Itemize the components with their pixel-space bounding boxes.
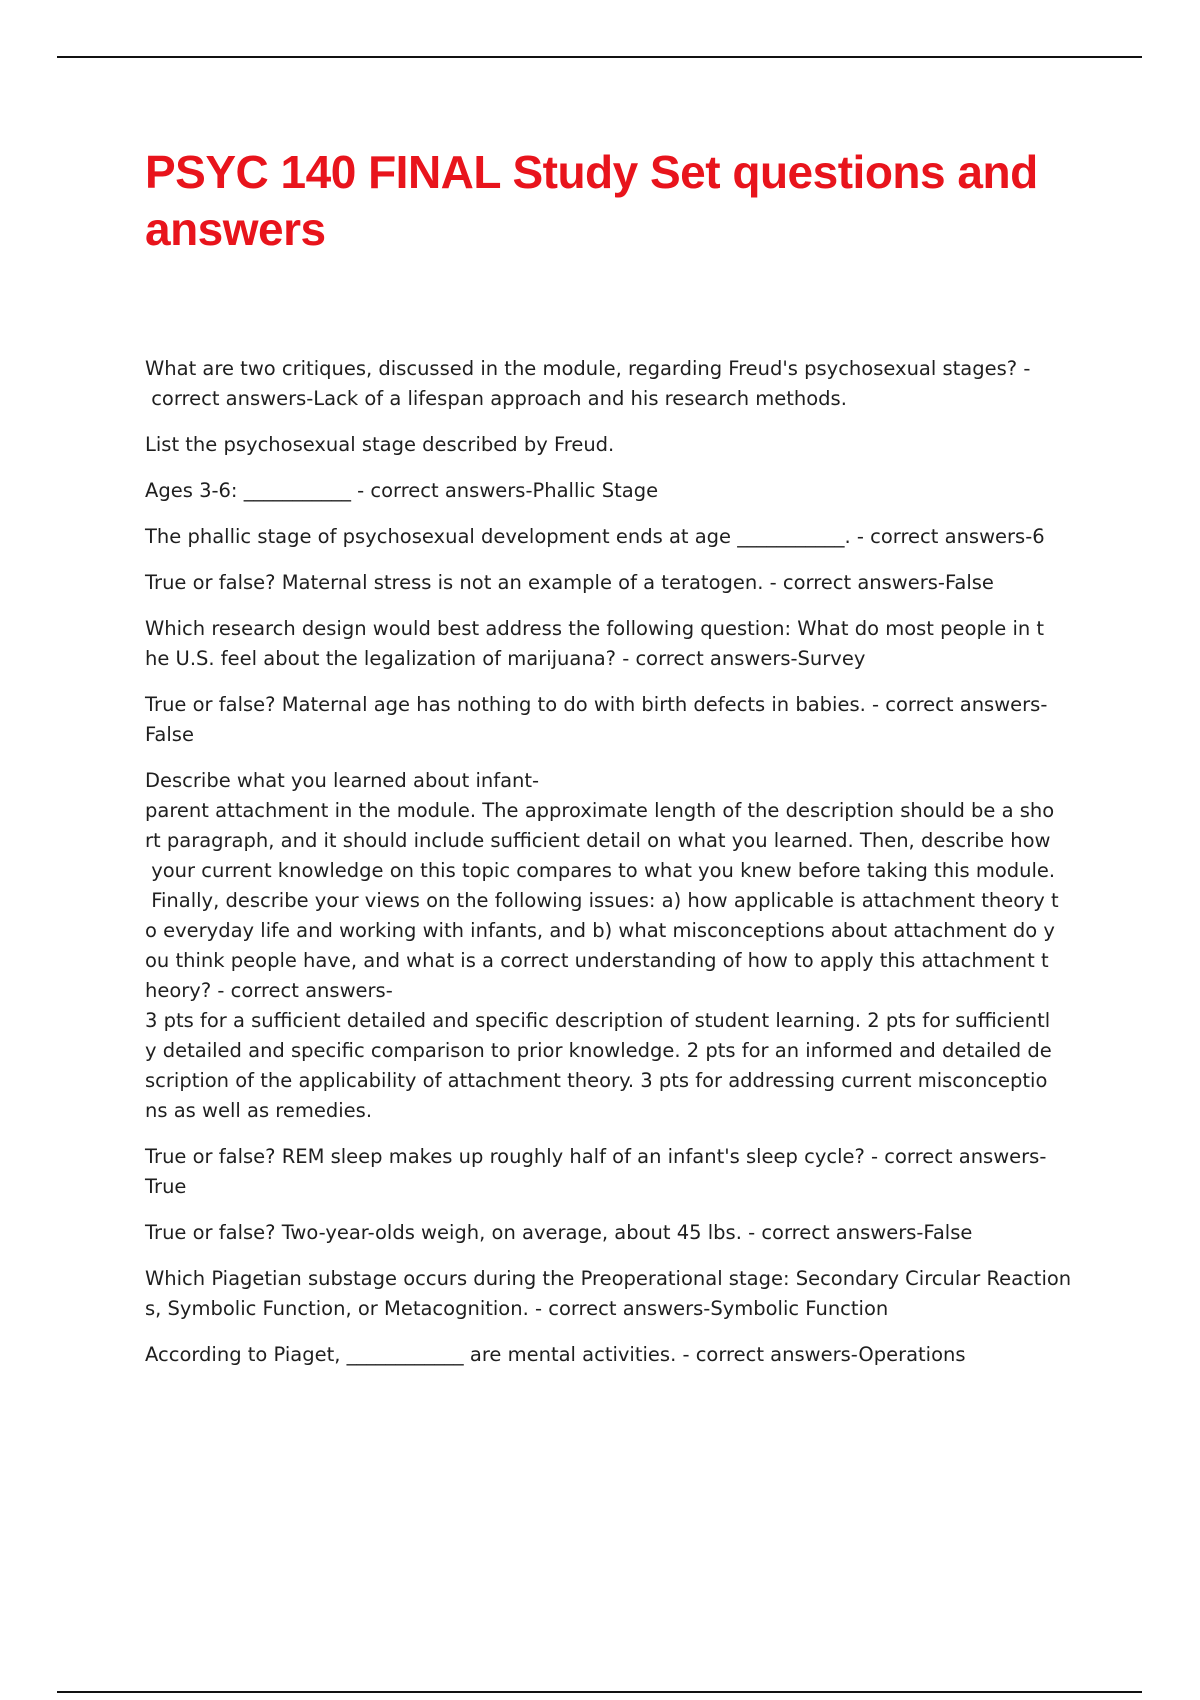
qa-list [145, 354, 1090, 1386]
qa-entry: Which Piagetian substage occurs during the Preoperational stage: Secondary Circular Reaction s, Symbolic Function, or Metacognition. - correct answers-Symbolic Function [145, 1267, 1072, 1320]
qa-entry: True or false? Maternal age has nothing to do with birth defects in babies. - correct answers- False [145, 693, 1048, 746]
qa-entry: True or false? REM sleep makes up roughly half of an infant's sleep cycle? - correct answers- True [145, 1145, 1047, 1198]
qa-entry: Describe what you learned about infant- parent attachment in the module. The approximate length of the description should be a sho rt paragraph, and it should include sufficient detail on what you learned. Then, describe how your current knowledge on this topic compares to what you knew before taking this module. Finally, describe your views on the following issues: a) how applicable is attachment theory t o everyday life and working with infants, and b) what misconceptions about attachment do y ou think people have, and what is a correct understanding of how to apply this attachment t heory? - correct answers- 3 pts for a sufficient detailed and specific description of student learning. 2 pts for sufficientl y detailed and specific comparison to prior knowledge. 2 pts for an informed and detailed de scription of the applicability of attachment theory. 3 pts for addressing current misconceptio ns as well as remedies. [145, 769, 1059, 1122]
qa-entry: The phallic stage of psychosexual development ends at age ___________. - correct answers-6 [145, 525, 1045, 548]
qa-entry: Which research design would best address the following question: What do most people in t he U.S. feel about the legalization of marijuana? - correct answers-Survey [145, 617, 1045, 670]
qa-entry: According to Piaget, ____________ are mental activities. - correct answers-Operations [145, 1343, 966, 1366]
top-rule [57, 56, 1142, 58]
qa-entry: What are two critiques, discussed in the module, regarding Freud's psychosexual stages? - correct answers-Lack of a lifespan approach and his research methods. [145, 357, 1031, 410]
qa-entry: True or false? Maternal stress is not an example of a teratogen. - correct answers-False [145, 571, 994, 594]
bottom-rule [57, 1691, 1142, 1693]
document-title: PSYC 140 FINAL Study Set questions and answers [145, 146, 1038, 255]
qa-entry: Ages 3-6: ___________ - correct answers-Phallic Stage [145, 479, 659, 502]
qa-entry: List the psychosexual stage described by Freud. [145, 433, 615, 456]
qa-entry: True or false? Two-year-olds weigh, on average, about 45 lbs. - correct answers-False [145, 1221, 973, 1244]
